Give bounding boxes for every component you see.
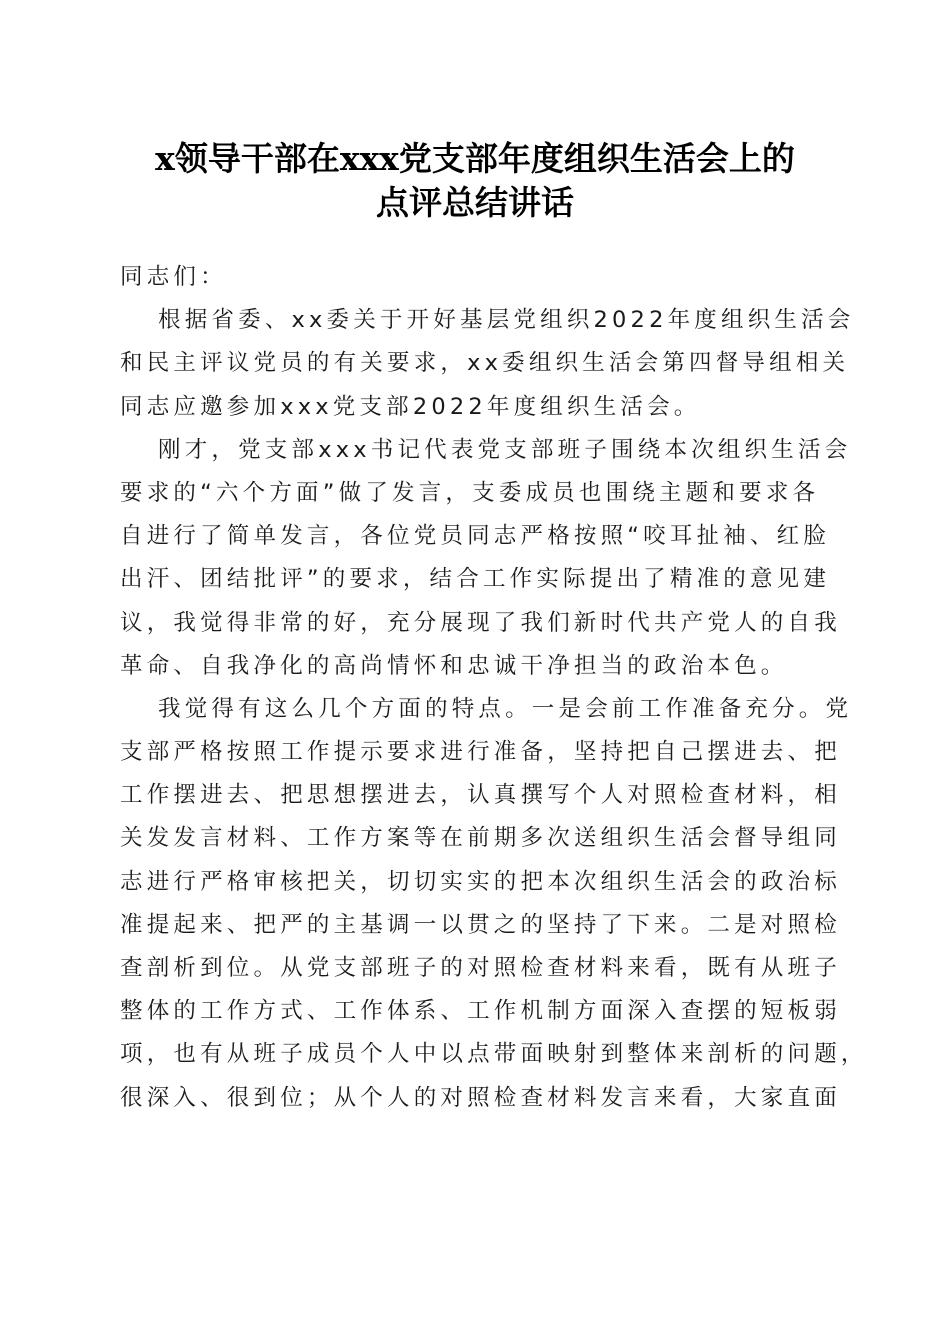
paragraph-3: [120, 688, 868, 1120]
paragraph-line: 和民主评议党员的有关要求，xx委组织生活会第四督导组相关: [120, 350, 850, 377]
paragraph-1: [120, 299, 855, 429]
paragraph-line: 准提起来、把严的主基调一以贯之的坚持了下来。二是对照检: [120, 911, 841, 938]
title-line-1: x领导干部在xxx党支部年度组织生活会上的: [155, 139, 795, 178]
paragraph-line: 要求的“六个方面”做了发言，支委成员也围绕主题和要求各: [120, 479, 820, 506]
paragraph-line: 同志应邀参加xxx党支部2022年度组织生活会。: [120, 393, 701, 420]
paragraph-line: 出汗、团结批评”的要求，结合工作实际提出了精准的意见建: [120, 566, 831, 593]
paragraph-line: 很深入、很到位；从个人的对照检查材料发言来看，大家直面: [120, 1084, 841, 1111]
paragraph-2: [120, 429, 852, 688]
paragraph-line: 查剖析到位。从党支部班子的对照检查材料来看，既有从班子: [120, 955, 841, 981]
paragraph-line: 根据省委、xx委关于开好基层党组织2022年度组织生活会: [158, 307, 855, 334]
document-title: [0, 137, 950, 225]
paragraph-line: 工作摆进去、把思想摆进去，认真撰写个人对照检查材料，相: [120, 782, 841, 809]
paragraph-line: 议，我觉得非常的好，充分展现了我们新时代共产党人的自我: [120, 609, 841, 636]
paragraph-line: 整体的工作方式、工作体系、工作机制方面深入查摆的短板弱: [120, 998, 841, 1025]
paragraph-line: 刚才，党支部xxx书记代表党支部班子围绕本次组织生活会: [158, 436, 852, 463]
paragraph-line: 志进行严格审核把关，切切实实的把本次组织生活会的政治标: [120, 868, 841, 895]
salutation: 同志们：: [120, 264, 227, 290]
paragraph-line: 革命、自我净化的高尚情怀和忠诚干净担当的政治本色。: [120, 652, 788, 679]
paragraph-line: 我觉得有这么几个方面的特点。一是会前工作准备充分。党: [158, 695, 853, 722]
paragraph-line: 关发发言材料、工作方案等在前期多次送组织生活会督导组同: [120, 825, 841, 852]
title-line-2: 点评总结讲话: [376, 183, 574, 222]
paragraph-line: 支部严格按照工作提示要求进行准备，坚持把自己摆进去、把: [120, 739, 841, 766]
document-body: [120, 256, 868, 1120]
paragraph-line: 项，也有从班子成员个人中以点带面映射到整体来剖析的问题，: [120, 1041, 868, 1068]
paragraph-line: 自进行了简单发言，各位党员同志严格按照“咬耳扯袖、红脸: [120, 523, 831, 550]
